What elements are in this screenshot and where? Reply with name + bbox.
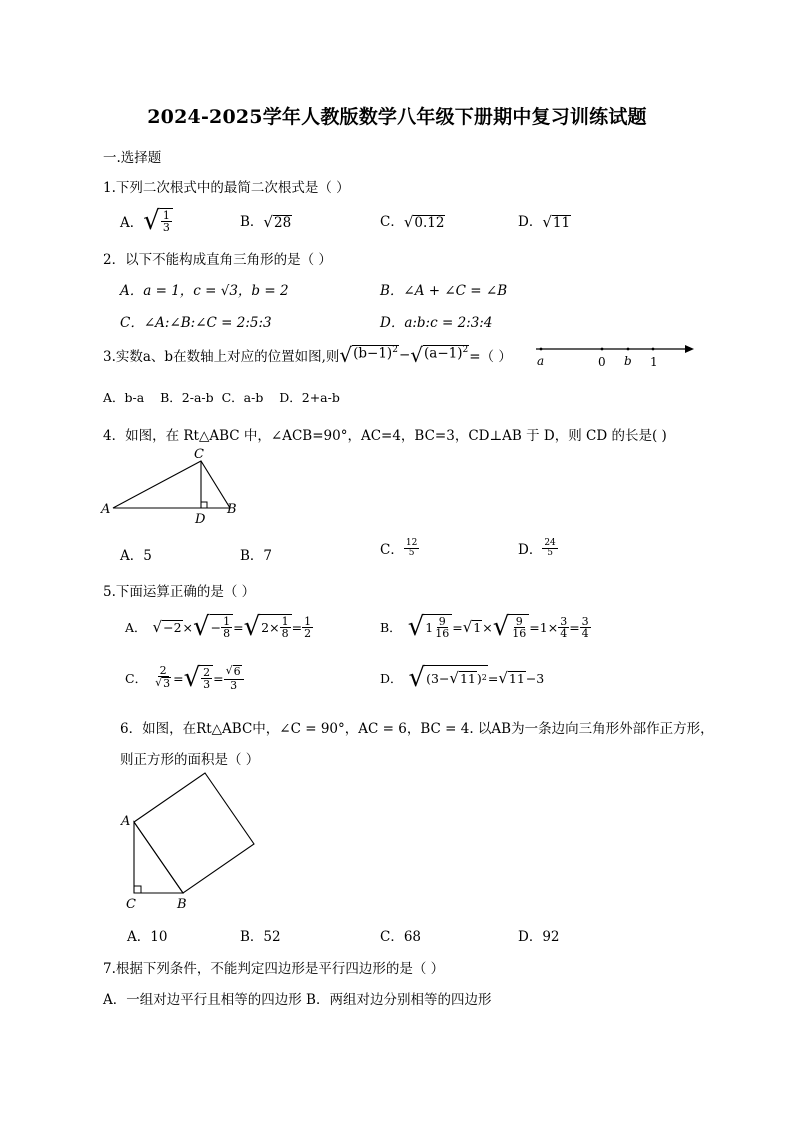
tick-a [540, 348, 543, 351]
q1-option-d: D． √ 11 [518, 212, 571, 231]
arrow-head-icon [685, 345, 694, 353]
denominator: 3 [162, 221, 170, 234]
vertex-d: D [195, 512, 206, 527]
sqrt-b-minus-1: √ $(b-1)^2$ [339, 343, 398, 367]
sqrt-fraction: √ $\frac{1}{3}$ [143, 208, 173, 234]
q2-option-a: A．a = 1，c = √3，b = 2 [120, 283, 289, 299]
vertex-c: C [126, 897, 136, 912]
triangle-abc [113, 461, 230, 508]
q5-option-b: B． √ 1 $\frac{9}{16}$ = √ 1 × √ $\frac{9}{16}$ =1× $\frac{3}{4}$ = $\frac{3}{4}$ [380, 612, 589, 642]
option-label: C． [125, 671, 148, 686]
exponent: 2 [462, 345, 469, 355]
q1-option-a [120, 201, 173, 241]
q7-stem: 7.根据下列条件，不能判定四边形是平行四边形的是（ ） [103, 961, 445, 977]
numerator: 24 [544, 537, 556, 548]
option-label: D． [380, 671, 403, 686]
option-label: A． [120, 215, 144, 231]
q4-option-a: A．5 [120, 548, 152, 564]
q6-square-figure [112, 770, 267, 912]
label-1: 1 [650, 355, 658, 369]
option-label: D． [518, 542, 543, 558]
numerator: 1 [162, 209, 170, 222]
option-label: A． [125, 620, 147, 635]
q7-options-ab: A．一组对边平行且相等的四边形 B．两组对边分别相等的四边形 [103, 992, 492, 1008]
tick-1 [652, 348, 655, 351]
q6-option-d: D．92 [518, 929, 560, 945]
q1-option-b: B． √ 28 [240, 212, 292, 231]
sqrt-a-minus-1: √ $(a-1)^2$ [410, 343, 469, 367]
q1-option-c: C． √ 0.12 [380, 212, 445, 231]
denominator: 5 [547, 547, 553, 558]
minus-sign: − [398, 347, 411, 363]
label-b: b [624, 354, 632, 368]
vertex-b: B [177, 897, 187, 912]
option-label: B． [380, 620, 402, 635]
vertex-c: C [194, 447, 204, 462]
tick-b [627, 348, 630, 351]
exponent: 2 [392, 345, 398, 355]
q3-options: A．b-a B．2-a-b C．a-b D．2+a-b [103, 390, 340, 405]
page-title: 2024-2025学年人教版数学八年级下册期中复习训练试题 [147, 106, 647, 128]
q6-stem-line1: 6．如图，在Rt△ABC中，∠C = 90°，AC = 6，BC = 4. 以AB为一条边向三角形外部作正方形， [120, 721, 714, 737]
vertex-a: A [101, 502, 111, 517]
q2-option-c: C．∠A:∠B:∠C = 2:5:3 [120, 315, 272, 331]
right-angle-mark [134, 886, 141, 893]
q5-stem: 5.下面运算正确的是（ ） [103, 584, 256, 600]
q4-option-b: B．7 [240, 548, 273, 564]
q2-option-d: D．a:b:c = 2:3:4 [380, 315, 493, 331]
q6-option-c: C．68 [380, 929, 422, 945]
radicand: (b−1) [353, 345, 393, 362]
radicand: 28 [273, 214, 292, 231]
section-heading: 一.选择题 [103, 150, 162, 166]
radicand: (a−1) [424, 345, 463, 362]
q3-stem-end: =（ ） [469, 349, 512, 365]
radicand: 11 [552, 214, 571, 231]
denominator: 5 [408, 547, 415, 558]
option-label: D． [518, 214, 543, 230]
label-a: a [537, 354, 545, 368]
option-label: C． [380, 214, 404, 230]
q4-triangle-figure [96, 444, 246, 528]
option-label: B． [240, 214, 264, 230]
right-angle-mark [201, 502, 207, 508]
q4-option-d [518, 538, 558, 558]
q6-option-a: A．10 [127, 929, 168, 945]
q3-stem [103, 345, 512, 365]
tick-0 [601, 348, 604, 351]
radicand: 0.12 [414, 214, 445, 231]
q2-stem: 2．以下不能构成直角三角形的是（ ） [103, 252, 332, 268]
q3-stem-text: 3.实数a、b在数轴上对应的位置如图,则 [103, 349, 340, 365]
vertex-a: A [121, 814, 131, 829]
q5-option-d: D． √ (3− √ 11 ) 2 = √ 11 −3 [380, 663, 545, 693]
label-0: 0 [598, 355, 606, 369]
q5-option-c: C． 2 √ 3 = √ $\frac{2}{3}$ = √ 6 3 [125, 659, 244, 697]
q2-option-b: B．∠A + ∠C = ∠B [380, 283, 508, 299]
q4-stem: 4．如图，在 Rt△ABC 中，∠ACB=90°，AC=4，BC=3，CD⊥AB 于 D，则 CD 的长是( ) [103, 428, 667, 444]
square-on-ab [134, 773, 254, 893]
vertex-b: B [227, 502, 237, 517]
numerator: 12 [405, 537, 418, 548]
q5-option-a: A． √ −2 × √ − $\frac{1}{8}$ = √ 2× $\frac{1}{8}$ = $\frac{1}{2}$ [125, 612, 312, 642]
option-label: C． [380, 542, 404, 558]
q4-option-c [380, 538, 419, 558]
number-line-figure [532, 338, 697, 372]
q6-stem-line2: 则正方形的面积是（ ） [120, 752, 260, 768]
q6-option-b: B．52 [240, 929, 281, 945]
q1-stem: 1.下列二次根式中的最简二次根式是（ ） [103, 180, 350, 196]
